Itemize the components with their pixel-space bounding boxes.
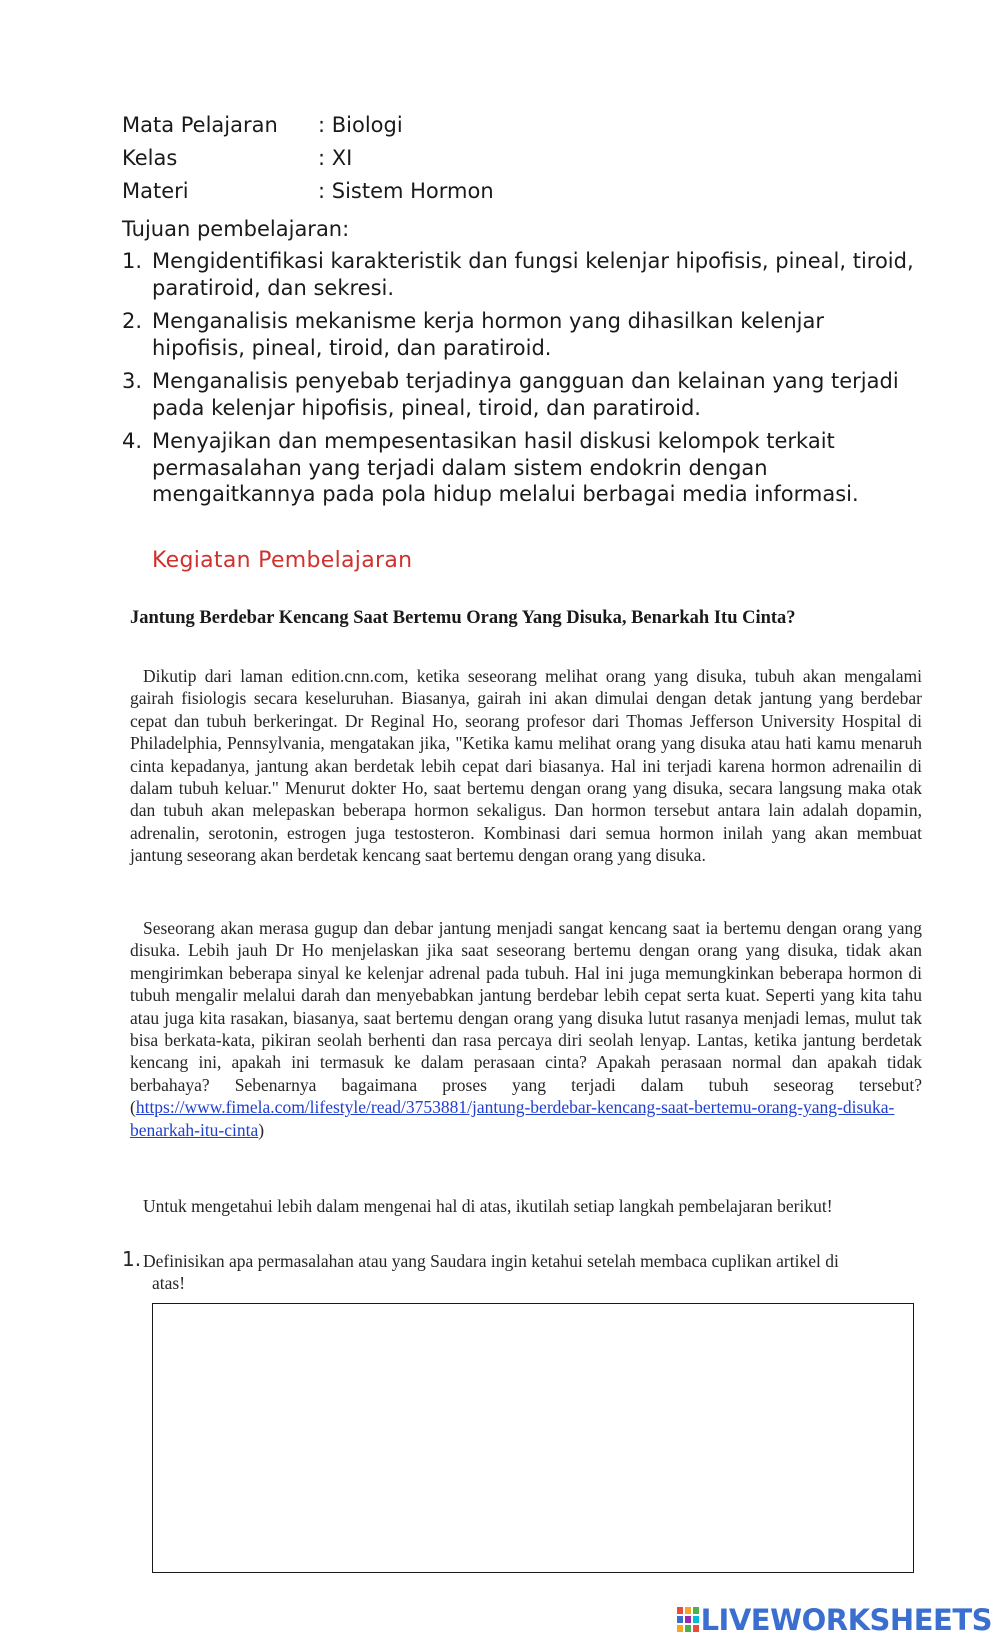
question-text-line-2: atas! [152,1273,186,1294]
answer-box-question-1[interactable] [152,1303,914,1573]
subject-label: Mata Pelajaran [122,113,278,137]
goal-text: Menyajikan dan mempesentasikan hasil diskusi kelompok terkait permasalahan yang terjadi dalam sistem endokrin dengan mengaitkannya pada pola hidup melalui berbagai media informasi. [152,429,859,506]
goal-text: Menganalisis penyebab terjadinya gangguan dan kelainan yang terjadi pada kelenjar hipofisis, pineal, tiroid, dan paratiroid. [152,369,899,420]
question-text [122,1247,922,1295]
topic-value: : Sistem Hormon [318,179,494,203]
goal-text: Mengidentifikasi karakteristik dan fungsi kelenjar hipofisis, pineal, tiroid, paratiroid, dan sekresi. [152,249,914,300]
article-paragraph-1: Dikutip dari laman edition.cnn.com, ketika seseorang melihat orang yang disuka, tubuh akan mengalami gairah fisiologis secara keseluruhan. Biasanya, gairah ini akan dimulai dengan detak jantung yang berdebar cepat dan tubuh berkeringat. Dr Reginal Ho, seorang profesor dari Thomas Jefferson University Hospital di Philadelphia, Pennsylvania, mengatakan jika, "Ketika kamu melihat orang yang disuka atau hati kamu menaruh cinta kepadanya, jantung akan berdetak lebih cepat dari biasanya. Hal ini terjadi karena hormon adrenailin di dalam tubuh keluar." Menurut dokter Ho, saat bertemu dengan orang yang disuka, secara langsung maka otak dan tubuh akan melepaskan beberapa hormon sekaligus. Dan hormon tersebut antara lain adalah dopamin, adrenalin, serotonin, estrogen juga testosteron. Kombinasi dari semua hormon inilah yang akan membuat jantung seseorang akan berdetak kencang saat bertemu dengan orang yang disuka. [130,666,922,866]
class-label: Kelas [122,146,178,170]
article-paragraph-2 [130,917,922,1141]
goal-item [122,308,922,361]
goal-item [122,248,922,301]
goal-number: 2. [122,309,143,333]
goal-number: 4. [122,429,143,453]
source-open-paren: ( [130,1097,136,1118]
activity-heading: Kegiatan Pembelajaran [152,548,413,573]
liveworksheets-logo-icon [677,1607,699,1633]
goal-number: 1. [122,249,143,273]
question-text-line-1: Definisikan apa permasalahan atau yang Saudara ingin ketahui setelah membaca cuplikan artikel di [143,1251,839,1271]
goal-text: Menganalisis mekanisme kerja hormon yang dihasilkan kelenjar hipofisis, pineal, tiroid, dan paratiroid. [152,309,824,360]
question-1 [122,1247,922,1295]
class-row [122,145,352,171]
question-number: 1. [122,1247,142,1271]
subject-value: : Biologi [318,113,403,137]
goal-item [122,428,922,508]
article-paragraph-2-text: Seseorang akan merasa gugup dan debar jantung menjadi sangat kencang saat ia bertemu dengan orang yang disuka. Lebih jauh Dr Ho menjelaskan jika saat seseorang bertemu dengan orang yang disuka, tidak akan mengirimkan beberapa sinyal ke kelenjar adrenal pada tubuh. Hal ini juga memungkinkan beberapa hormon di tubuh mengalir melalui darah dan menyebabkan jantung berdebar lebih cepat serta kuat. Seperti yang kita tahu atau juga kita rasakan, biasanya, saat bertemu dengan orang yang disuka lutut rasanya menjadi lemas, mulut tak bisa berkata-kata, pikiran seolah berhenti dan rasa percaya diri seolah lenyap. Lantas, ketika jantung berdetak kencang ini, apakah ini termasuk ke dalam perasaan cinta? Apakah perasaan normal dan apakah tidak berbahaya? Sebenarnya bagaimana proses yang terjadi dalam tubuh seseorag tersebut? [130,918,922,1095]
source-close-paren: ) [258,1119,265,1140]
liveworksheets-brand [677,1603,992,1637]
goals-list [122,248,922,515]
topic-row [122,178,494,204]
source-link[interactable]: https://www.fimela.com/lifestyle/read/3753881/jantung-berdebar-kencang-saat-bertemu-orang-yang-disuka-benarkah-itu-cinta [130,1097,895,1140]
instruction-text: Untuk mengetahui lebih dalam mengenai hal di atas, ikutilah setiap langkah pembelajaran berikut! [143,1196,833,1216]
class-value: : XI [318,146,353,170]
topic-label: Materi [122,179,189,203]
subject-row [122,112,403,138]
article-title: Jantung Berdebar Kencang Saat Bertemu Orang Yang Disuka, Benarkah Itu Cinta? [130,608,796,628]
goal-item [122,368,922,421]
liveworksheets-brand-text: LIVEWORKSHEETS [700,1603,992,1637]
goal-number: 3. [122,369,143,393]
goals-title: Tujuan pembelajaran: [122,217,350,241]
